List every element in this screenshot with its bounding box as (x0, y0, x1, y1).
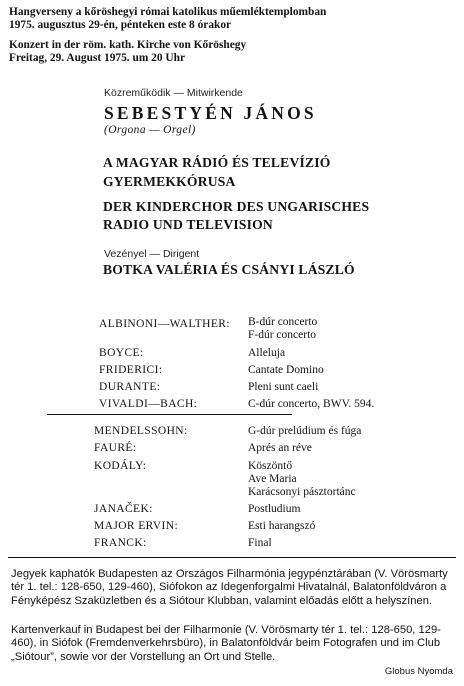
work-kodaly-2: Ave Maria (248, 473, 297, 485)
performers-label: Közreműködik — Mitwirkende (104, 87, 243, 99)
soloist-role: (Orgona — Orgel) (104, 124, 196, 136)
conductor-label: Vezényel — Dirigent (104, 248, 200, 260)
choir-de-line-2: RADIO UND TELEVISION (103, 217, 273, 232)
work-mendelssohn: G-dúr prelúdium és fúga (248, 425, 362, 437)
composer-major-ervin: MAJOR ERVIN: (94, 520, 179, 532)
work-major-ervin: Esti harangszó (248, 520, 316, 532)
work-faure: Aprés an réve (248, 442, 312, 454)
work-franck: Final (248, 537, 272, 549)
work-janacek: Postludium (248, 503, 301, 515)
work-albinoni-1: B-dúr concerto (248, 316, 318, 328)
choir-de-line-1: DER KINDERCHOR DES UNGARISCHES (103, 199, 370, 214)
work-vivaldi-bach: C-dúr concerto, BWV. 594. (248, 398, 375, 410)
work-durante: Pleni sunt caeli (248, 381, 319, 393)
composer-albinoni-walther: ALBINONI—WALTHER: (99, 318, 230, 330)
composer-mendelssohn: MENDELSSOHN: (94, 425, 188, 437)
soloist-name: SEBESTYÉN JÁNOS (104, 103, 317, 123)
footer-divider (8, 557, 456, 558)
header-de-line-2: Freitag, 29. August 1975. um 20 Uhr (9, 52, 186, 64)
work-albinoni-2: F-dúr concerto (248, 329, 317, 341)
composer-vivaldi-bach: VIVALDI—BACH: (99, 398, 198, 410)
work-boyce: Alleluja (248, 347, 286, 359)
composer-kodaly: KODÁLY: (94, 460, 147, 472)
work-kodaly-1: Köszöntő (248, 460, 293, 472)
conductor-names: BOTKA VALÉRIA ÉS CSÁNYI LÁSZLÓ (103, 262, 355, 277)
composer-faure: FAURÉ: (94, 442, 137, 454)
composer-durante: DURANTE: (99, 381, 161, 393)
header-de-line-1: Konzert in der röm. kath. Kirche von Kőröshegy (9, 39, 247, 51)
work-kodaly-3: Karácsonyi pásztortánc (248, 486, 356, 498)
choir-hu-line-2: GYERMEKKÓRUSA (103, 174, 236, 189)
composer-boyce: BOYCE: (99, 347, 144, 359)
printer-credit: Globus Nyomda (384, 666, 453, 677)
header-hu-line-2: 1975. augusztus 29-én, pénteken este 8 órakor (9, 19, 232, 31)
ticket-note-de: Kartenverkauf in Budapest bei der Filharmonie (V. Vörösmarty tér 1. tel.: 128-650, 129-460), in Siófok (Fremdenverkehrsbüro), in Balatonföldvár beim Fotografen und im Club „Siótour”, sowie vor der Vorstellung an Ort und Stelle. (11, 624, 441, 663)
intermission-divider (47, 414, 292, 415)
composer-friderici: FRIDERICI: (99, 364, 163, 376)
composer-franck: FRANCK: (94, 537, 147, 549)
choir-hu-line-1: A MAGYAR RÁDIÓ ÉS TELEVÍZIÓ (103, 155, 331, 170)
header-hu-line-1: Hangverseny a kőröshegyi római katolikus műemléktemplomban (9, 6, 327, 18)
composer-janacek: JANAČEK: (94, 503, 153, 515)
ticket-note-hu: Jegyek kaphatók Budapesten az Országos Filharmónia jegypénztárában (V. Vörösmarty tér 1. tel.: 128-650, 129-460), Siófokon az Idegenforgalmi Hivatalnál, Balatonföldváron a Fényképész Szaküzletben és a Siótour Klubban, valamint előadás előtt a helyszínen. (11, 568, 448, 607)
work-friderici: Cantate Domino (248, 364, 324, 376)
